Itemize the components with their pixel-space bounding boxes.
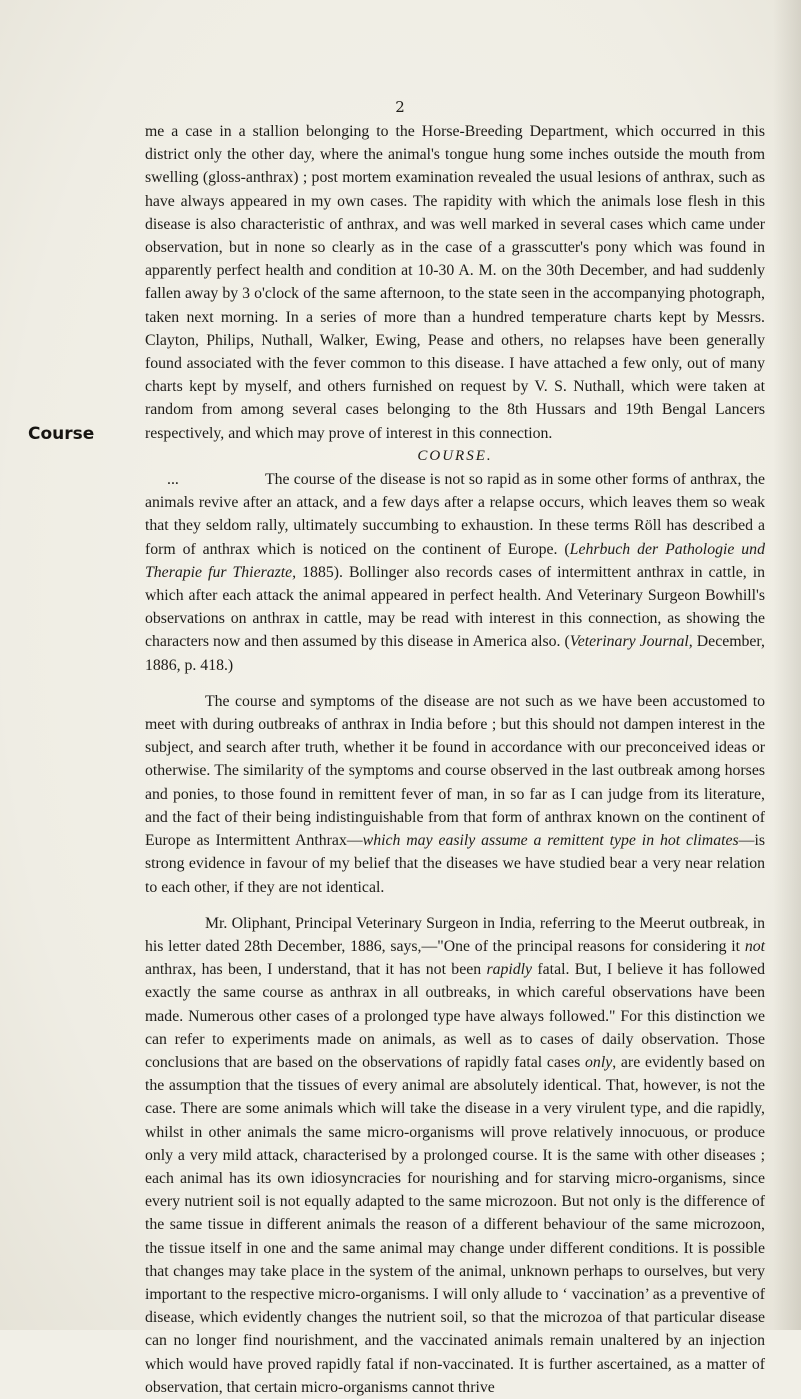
section-heading: COURSE. [417, 447, 493, 464]
page-edge-shadow [773, 0, 801, 1330]
emphasis-rapidly: rapidly [486, 961, 533, 979]
body-text [145, 120, 765, 1399]
page-number: 2 [395, 98, 406, 116]
paragraph-4: Mr. Oliphant, Principal Veterinary Surgeon in India, referring to the Meerut outbreak, in his letter dated 28th December, 1886, says,—"One of the principal reasons for considering it not anthrax, has been, I understand, that it has not been rapidly fatal. But, I believe it has followed exactly the same course as anthrax in all outbreaks, in which careful observations have been made. Numerous other cases of a prolonged type have always followed." For this distinction we can refer to experiments made on animals, as well as to cases of daily observation. Those conclusions that are based on the observations of rapidly fatal cases only, are evidently based on the assumption that the tissues of every animal are absolutely identical. That, however, is not the case. There are some animals which will take the disease in a very virulent type, and die rapidly, whilst in other animals the same micro-organisms will prove relatively innocuous, or produce only a very mild attack, characterised by a prolonged course. It is the same with other diseases ; each animal has its own idiosyncracies for nourishing and for starving micro-organisms, since every nutrient soil is not equally adapted to the same microzoon. But not only is the difference of the same tissue in different animals the reason of a different behaviour of the same microzoon, the tissue itself in one and the same animal may change under different conditions. It is possible that changes may take place in the system of the animal, unknown perhaps to ourselves, but very important to the respective micro-organisms. I will only allude to ‘ vaccination’ as a preventive of disease, which evidently changes the nutrient soil, so that the microzoa of that particular disease can no longer find nourishment, and the vaccinated animals remain unaltered by an injection which would have proved rapidly fatal if non-vaccinated. It is further ascertained, as a matter of observation, that certain micro-organisms cannot thrive [145, 914, 765, 1396]
citation-veterinary-journal: Veterinary Journal, [569, 633, 693, 651]
paragraph-2: ... The course of the disease is not so rapid as in some other forms of anthrax, the animals revive after an attack, and a few days after a relapse occurs, which leaves them so weak that they seldom rally, ultimately succumbing to exhaustion. In these terms Röll has described a form of anthrax which is noticed on the continent of Europe. (Lehrbuch der Pathologie und Therapie fur Thierazte, 1885). Bollinger also records cases of intermittent anthrax in cattle, in which after each attack the animal appeared in perfect health. And Veterinary Surgeon Bowhill's observations on anthrax in cattle, may be read with interest in this connection, as showing the characters now and then assumed by this disease in America also. (Veterinary Journal, December, 1886, p. 418.) [145, 468, 765, 677]
citation-lehrbuch: Lehrbuch der Pathologie und Therapie fur Thierazte, [145, 540, 765, 581]
margin-leader: ... [167, 471, 179, 489]
paragraph-3: The course and symptoms of the disease are not such as we have been accustomed to meet with during outbreaks of anthrax in India before ; but this should not dampen interest in the subject, and search after truth, whether it be found in accordance with our preconceived ideas or otherwise. The similarity of the symptoms and course observed in the last outbreak among horses and ponies, to those found in remittent fever of man, in so far as I can judge from its literature, and the fact of their being indistinguishable from that form of anthrax known on the continent of Europe as Intermittent Anthrax—which may easily assume a remittent type in hot climates—is strong evidence in favour of my belief that the diseases we have studied bear a very near relation to each other, if they are not identical. [145, 692, 765, 896]
emphasis-not: not [744, 937, 765, 955]
margin-note-course: Course [28, 424, 95, 444]
paragraph-1: me a case in a stallion belonging to the Horse-Breeding Department, which occurred in this district only the other day, where the animal's tongue hung some inches outside the mouth from swelling (gloss-anthrax) ; post mortem examination revealed the usual lesions of anthrax, such as have always appeared in my own cases. The rapidity with which the animals lose flesh in this disease is also characteristic of anthrax, and was well marked in several cases which came under observation, but in none so clearly as in the case of a grasscutter's pony which was found in apparently perfect health and condition at 10-30 A. M. on the 30th December, and had suddenly fallen away by 3 o'clock of the same afternoon, to the state seen in the accompanying photograph, taken next morning. In a series of more than a hundred temperature charts kept by Messrs. Clayton, Philips, Nuthall, Walker, Ewing, Pease and others, no relapses have been generally found associated with the fever common to this disease. I have attached a few only, out of many charts kept by myself, and others furnished on request by V. S. Nuthall, which were taken at random from among several cases belonging to the 8th Hussars and 19th Bengal Lancers respectively, and which may prove of interest in this connection. [145, 123, 765, 442]
emphasis-remittent: which may easily assume a remittent type in hot climates [362, 832, 739, 850]
emphasis-only: only [585, 1053, 613, 1071]
